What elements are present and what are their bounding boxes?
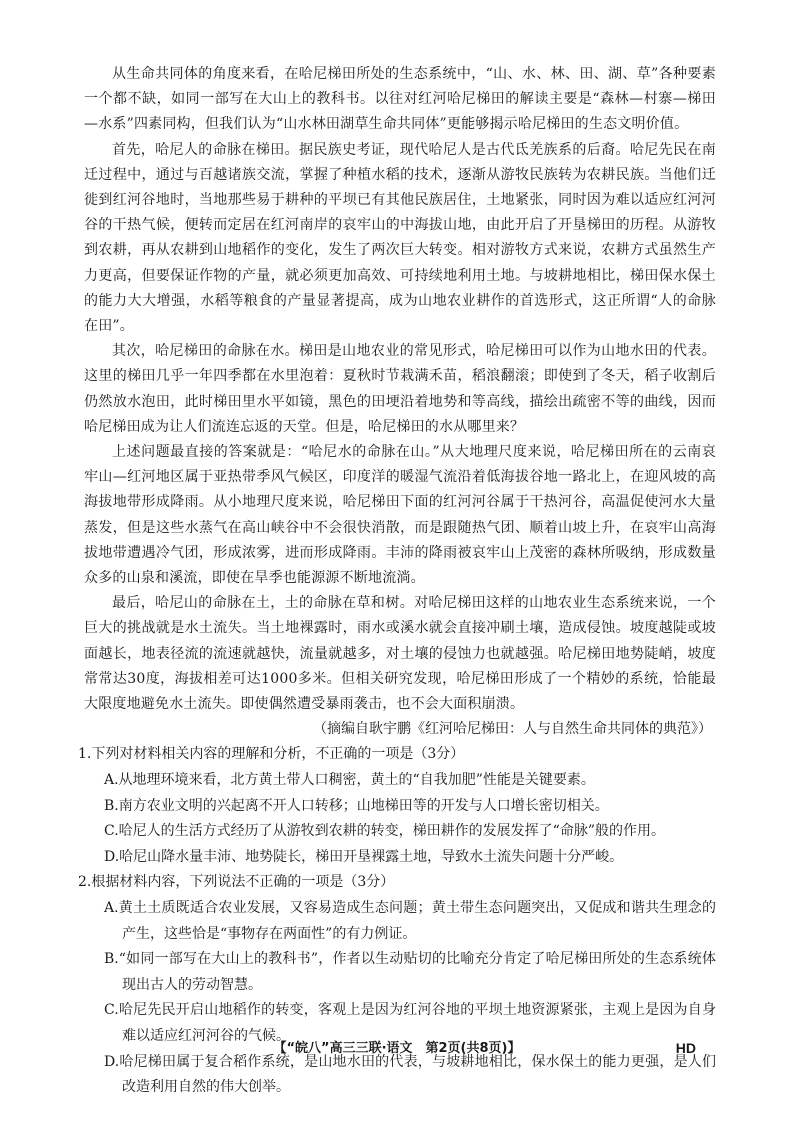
question-stem: 1.下列对材料相关内容的理解和分析，不正确的一项是（3分） [78, 746, 465, 763]
option-a: A.从地理环境来看，北方黄土带人口稠密，黄土的“自我加肥”性能是关键要素。 [104, 772, 595, 789]
question-2 [78, 870, 716, 1100]
passage-paragraph: 最后，哈尼山的命脉在土，土的命脉在草和树。对哈尼梯田这样的山地农业生态系统来说，一个巨大的挑战就是水土流失。当土地裸露时，雨水或溪水就会直接冲刷土壤，造成侵蚀。坡度越陡或坡面越长，地表径流的流速就越快，流量就越多，对土壤的侵蚀力也就越强。哈尼梯田地势陡峭，坡度常常达30度，海拔相差可达1000多米。但相关研究发现，哈尼梯田形成了一个精妙的系统，恰能最大限度地避免水土流失。即使偶然遭受暴雨袭击，也不会大面积崩溃。 [84, 595, 716, 713]
question-1 [78, 742, 716, 870]
passage-paragraph: 从生命共同体的角度来看，在哈尼梯田所处的生态系统中，“山、水、林、田、湖、草”各种要素一个都不缺，如同一部写在大山上的教科书。以往对红河哈尼梯田的解读主要是“森林—村寨—梯田—水系”四素同构，但我们认为“山水林田湖草生命共同体”更能够揭示哈尼梯田的生态文明价值。 [84, 66, 716, 133]
option-b: B.“如同一部写在大山上的教科书”，作者以生动贴切的比喻充分肯定了哈尼梯田所处的生态系统体现出古人的劳动智慧。 [104, 951, 716, 993]
question-stem: 2.根据材料内容，下列说法不正确的一项是（3分） [78, 874, 395, 891]
option-d: D.哈尼梯田属于复合稻作系统，是山地水田的代表，与坡耕地相比，保水保土的能力更强，是人们改造利用自然的伟大创举。 [104, 1053, 716, 1096]
passage-source: （摘编自耿宇鹏《红河哈尼梯田：人与自然生命共同体的典范》） [313, 721, 712, 738]
option-c: C.哈尼人的生活方式经历了从游牧到农耕的转变，梯田耕作的发展发挥了“命脉”般的作用。 [104, 823, 665, 840]
option-d: D.哈尼山降水量丰沛、地势陡长，梯田开垦裸露土地，导致水土流失问题十分严峻。 [104, 848, 624, 865]
option-a: A.黄土土质既适合农业发展，又容易造成生态问题；黄土带生态问题突出，又促成和谐共生理念的产生，这些恰是“事物存在两面性”的有力例证。 [104, 900, 716, 942]
passage-paragraph: 上述问题最直接的答案就是：“哈尼水的命脉在山。”从大地理尺度来说，哈尼梯田所在的云南哀牢山—红河地区属于亚热带季风气候区，印度洋的暖湿气流沿着低海拔谷地一路北上，在迎风坡的高海拔地带形成降雨。从小地理尺度来说，哈尼梯田下面的红河河谷属于干热河谷，高温促使河水大量蒸发，但是这些水蒸气在高山峡谷中不会很快消散，而是跟随热气团、顺着山坡上升，在哀牢山高海拔地带遭遇冷气团，形成浓雾，进而形成降雨。丰沛的降雨被哀牢山上茂密的森林所吸纳，形成数量众多的山泉和溪流，即使在旱季也能源源不断地流淌。 [84, 444, 716, 587]
footer-code: HD [675, 1040, 696, 1056]
passage-paragraph: 首先，哈尼人的命脉在梯田。据民族史考证，现代哈尼人是古代氐羌族系的后裔。哈尼先民在南迁过程中，通过与百越诸族交流，掌握了种植水稻的技术，逐渐从游牧民族转为农耕民族。当他们迁徙到红河谷地时，当地那些易于耕种的平坝已有其他民族居住，土地紧张，同时因为难以适应红河河谷的干热气候，便转而定居在红河南岸的哀牢山的中海拔山地，由此开启了开垦梯田的历程。从游牧到农耕，再从农耕到山地稻作的变化，发生了两次巨大转变。相对游牧方式来说，农耕方式虽然生产力更高，但要保证作物的产量，就必须更加高效、可持续地利用土地。与坡耕地相比，梯田保水保土的能力大大增强，水稻等粮食的产量显著提高，成为山地农业耕作的首选形式，这正所谓“人的命脉在田”。 [84, 141, 716, 335]
passage-paragraph: 其次，哈尼梯田的命脉在水。梯田是山地农业的常见形式，哈尼梯田可以作为山地水田的代表。这里的梯田几乎一年四季都在水里泡着：夏秋时节栽满禾苗，稻浪翻滚；即使到了冬天，稻子收割后仍然放水泡田，此时梯田里水平如镜，黑色的田埂沿着地势和等高线，描绘出疏密不等的曲线，因而哈尼梯田成为让人们流连忘返的天堂。但是，哈尼梯田的水从哪里来？ [84, 343, 716, 435]
reading-passage [84, 62, 716, 742]
page-footer: 【“皖八”高三三联·语文 第2页(共8页)】 [273, 1041, 521, 1056]
option-c: C.哈尼先民开启山地稻作的转变，客观上是因为红河谷地的平坝土地资源紧张，主观上是因为自身难以适应红河河谷的气候。 [104, 1002, 716, 1045]
option-b: B.南方农业文明的兴起离不开人口转移；山地梯田等的开发与人口增长密切相关。 [104, 797, 609, 814]
